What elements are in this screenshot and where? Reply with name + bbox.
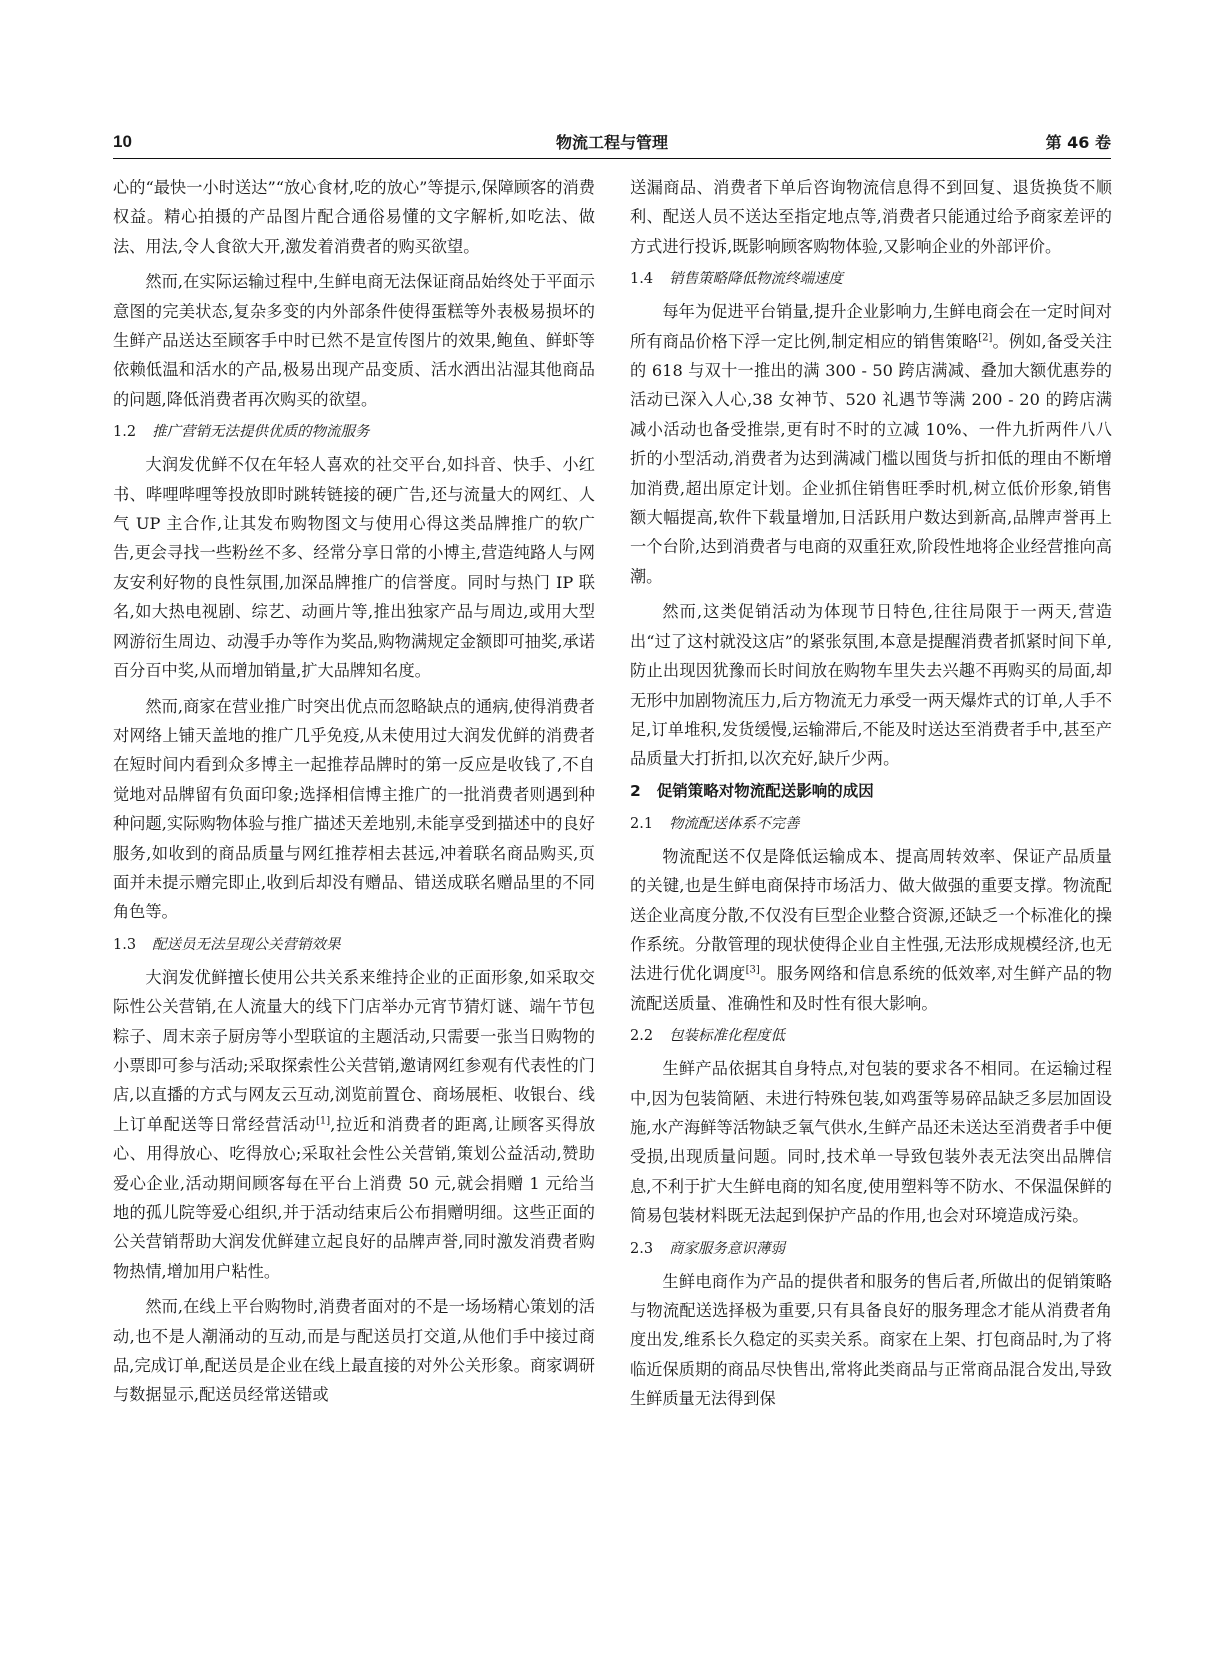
subsection-title: 商家服务意识薄弱 <box>669 1240 786 1257</box>
subsection-number: 1.2 <box>113 424 137 441</box>
citation-ref[interactable]: [1] <box>316 1115 331 1127</box>
subsection-number: 2.2 <box>630 1028 654 1045</box>
subsection-heading <box>113 418 595 446</box>
paragraph: 送漏商品、消费者下单后咨询物流信息得不到回复、退货换货不顺利、配送人员不送达至指定地点等,消费者只能通过给予商家差评的方式进行投诉,既影响顾客购物体验,又影响企业的外部评价。 <box>630 178 1112 256</box>
section-title: 促销策略对物流配送影响的成因 <box>656 781 874 800</box>
subsection-heading <box>630 1022 1112 1050</box>
subsection-number: 2.3 <box>630 1240 654 1257</box>
paragraph <box>630 842 1112 1018</box>
paragraph <box>113 963 595 1286</box>
paragraph-text: 每年为促进平台销量,提升企业影响力,生鲜电商会在一定时间对所有商品价格下浮一定比例,制定相应的销售策略 <box>630 302 1112 351</box>
right-column <box>630 173 1112 1414</box>
section-number: 2 <box>630 781 641 800</box>
subsection-title: 包装标准化程度低 <box>669 1028 786 1045</box>
subsection-heading <box>113 931 595 959</box>
paragraph: 生鲜电商作为产品的提供者和服务的售后者,所做出的促销策略与物流配送选择极为重要,只有具备良好的服务理念才能从消费者角度出发,维系长久稳定的买卖关系。商家在上架、打包商品时,为了将临近保质期的商品尽快售出,常将此类商品与正常商品混合发出,导致生鲜质量无法得到保 <box>630 1271 1112 1409</box>
journal-title: 物流工程与管理 <box>555 133 668 152</box>
paragraph-text: 物流配送不仅是降低运输成本、提高周转效率、保证产品质量的关键,也是生鲜电商保持市场活力、做大做强的重要支撑。物流配送企业高度分散,不仅没有巨型企业整合资源,还缺乏一个标准化的操作系统。分散管理的现状使得企业自主性强,无法形成规模经济,也无法进行优化调度 <box>630 846 1112 984</box>
subsection-number: 2.1 <box>630 815 654 832</box>
paragraph: 然而,商家在营业推广时突出优点而忽略缺点的通病,使得消费者对网络上铺天盖地的推广几乎免疫,从未使用过大润发优鲜的消费者在短时间内看到众多博主一起推荐品牌时的第一反应是收钱了,不自觉地对品牌留有负面印象;选择相信博主推广的一批消费者则遇到种种问题,实际购物体验与推广描述天差地别,未能享受到描述中的良好服务,如收到的商品质量与网红推荐相去甚远,冲着联名商品购买,页面并未提示赠完即止,收到后却没有赠品、错送成联名赠品里的不同角色等。 <box>113 696 595 922</box>
volume-label: 第 46 卷 <box>1045 133 1111 152</box>
citation-ref[interactable]: [3] <box>745 964 760 976</box>
subsection-title: 销售策略降低物流终端速度 <box>669 271 844 288</box>
paragraph-text: 大润发优鲜擅长使用公共关系来维持企业的正面形象,如采取交际性公关营销,在人流量大的线下门店举办元宵节猜灯谜、端午节包粽子、周末亲子厨房等小型联谊的主题活动,只需要一张当日购物的小票即可参与活动;采取探索性公关营销,邀请网红参观有代表性的门店,以直播的方式与网友云互动,浏览前置仓、商场展柜、收银台、线上订单配送等日常经营活动 <box>113 967 595 1134</box>
paragraph: 大润发优鲜不仅在年轻人喜欢的社交平台,如抖音、快手、小红书、哔哩哔哩等投放即时跳转链接的硬广告,还与流量大的网红、人气 UP 主合作,让其发布购物图文与使用心得这类品牌推广的软广告,更会寻找一些粉丝不多、经常分享日常的小博主,营造纯路人与网友安利好物的良性氛围,加深品牌推广的信誉度。同时与热门 IP 联名,如大热电视剧、综艺、动画片等,推出独家产品与周边,或用大型网游衍生周边、动漫手办等作为奖品,购物满规定金额即可抽奖,承诺百分百中奖,从而增加销量,扩大品牌知名度。 <box>113 455 595 681</box>
paragraph: 然而,在实际运输过程中,生鲜电商无法保证商品始终处于平面示意图的完美状态,复杂多变的内外部条件使得蛋糕等外表极易损坏的生鲜产品送达至顾客手中时已然不是宣传图片的效果,鲍鱼、鲜虾等依赖低温和活水的产品,极易出现产品变质、活水洒出沾湿其他商品的问题,降低消费者再次购买的欲望。 <box>113 272 595 409</box>
subsection-heading <box>630 265 1112 293</box>
subsection-title: 配送员无法呈现公关营销效果 <box>152 936 341 953</box>
paragraph: 然而,这类促销活动为体现节日特色,往往局限于一两天,营造出“过了这村就没这店”的紧张氛围,本意是提醒消费者抓紧时间下单,防止出现因犹豫而长时间放在购物车里失去兴趣不再购买的局面,却无形中加剧物流压力,后方物流无力承受一两天爆炸式的订单,人手不足,订单堆积,发货缓慢,运输滞后,不能及时送达至消费者手中,甚至产品质量大打折扣,以次充好,缺斤少两。 <box>630 602 1112 769</box>
paragraph-text: ,拉近和消费者的距离,让顾客买得放心、用得放心、吃得放心;采取社会性公关营销,策划公益活动,赞助爱心企业,活动期间顾客每在平台上消费 50 元,就会捐赠 1 元给当地的孤儿院等爱心组织,并于活动结束后公布捐赠明细。这些正面的公关营销帮助大润发优鲜建立起良好的品牌声誉,同时激发消费者购物热情,增加用户粘性。 <box>113 1114 596 1281</box>
subsection-heading <box>630 1235 1112 1263</box>
paragraph <box>630 297 1112 591</box>
subsection-heading <box>630 810 1112 838</box>
page-number: 10 <box>113 132 132 151</box>
paragraph: 然而,在线上平台购物时,消费者面对的不是一场场精心策划的活动,也不是人潮涌动的互动,而是与配送员打交道,从他们手中接过商品,完成订单,配送员是企业在线上最直接的对外公关形象。商家调研与数据显示,配送员经常送错或 <box>113 1297 595 1405</box>
subsection-number: 1.3 <box>113 936 137 953</box>
section-heading <box>630 776 1112 806</box>
paragraph-text: 。服务网络和信息系统的低效率,对生鲜产品的物流配送质量、准确性和及时性有很大影响。 <box>630 964 1112 1013</box>
paragraph: 心的“最快一小时送达”“放心食材,吃的放心”等提示,保障顾客的消费权益。精心拍摄的产品图片配合通俗易懂的文字解析,如吃法、做法、用法,令人食欲大开,激发着消费者的购买欲望。 <box>113 178 595 256</box>
subsection-title: 物流配送体系不完善 <box>669 815 800 832</box>
subsection-number: 1.4 <box>630 271 654 288</box>
left-column <box>113 173 595 1410</box>
paragraph-text: 。例如,备受关注的 618 与双十一推出的满 300 - 50 跨店满减、叠加大额优惠券的活动已深入人心,38 女神节、520 礼遇节等满 200 - 20 的跨店满减小活动也备受推崇,更有时不时的立减 10%、一件九折两件八八折的小型活动,消费者为达到满减门槛以囤货与折扣低的理由不断增加消费,超出原定计划。企业抓住销售旺季时机,树立低价形象,销售额大幅提高,软件下载量增加,日活跃用户数达到新高,品牌声誉再上一个台阶,达到消费者与电商的双重狂欢,阶段性地将企业经营推向高潮。 <box>630 331 1112 586</box>
citation-ref[interactable]: [2] <box>978 332 993 344</box>
running-header <box>113 128 1111 159</box>
paragraph: 生鲜产品依据其自身特点,对包装的要求各不相同。在运输过程中,因为包装简陋、未进行特殊包装,如鸡蛋等易碎品缺乏多层加固设施,水产海鲜等活物缺乏氧气供水,生鲜产品还未送达至消费者手中便受损,出现质量问题。同时,技术单一导致包装外表无法突出品牌信息,不利于扩大生鲜电商的知名度,使用塑料等不防水、不保温保鲜的简易包装材料既无法起到保护产品的作用,也会对环境造成污染。 <box>630 1059 1112 1226</box>
subsection-title: 推广营销无法提供优质的物流服务 <box>152 424 370 441</box>
